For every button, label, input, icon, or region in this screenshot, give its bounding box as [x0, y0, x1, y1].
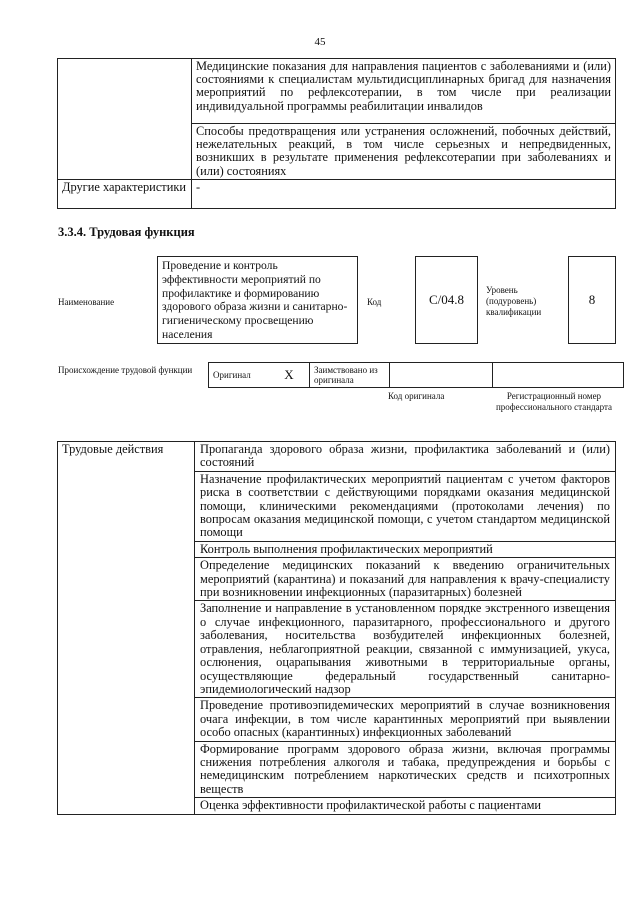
- origin-label: Происхождение трудовой функции: [58, 365, 193, 375]
- borrowed-label: Заимствовано из оригинала: [310, 363, 390, 388]
- table-cell-text: Медицинские показания для направления пациентов с заболеваниями и (или) состояниями к специалистам мультидисциплинарных бригад для назначения мероприятий по рефлексотерапии, в том числе при реализации индивидуальной программы реабилитации инвалидов: [192, 59, 616, 124]
- actions-label: Трудовые действия: [58, 442, 195, 815]
- origin-table: [208, 362, 624, 388]
- name-label: Наименование: [58, 297, 115, 307]
- original-label: Оригинал: [209, 363, 270, 388]
- function-code-box: C/04.8: [415, 256, 478, 344]
- table-cell-text: -: [192, 179, 616, 208]
- action-item: Оценка эффективности профилактической работы с пациентами: [195, 798, 616, 814]
- reg-number-caption: Регистрационный номер профессионального стандарта: [495, 391, 613, 412]
- requirements-table-continued: [57, 58, 616, 209]
- table-cell-text: Способы предотвращения или устранения осложнений, побочных действий, нежелательных реакций, в том числе серьезных и непредвиденных, возникших в результате применения рефлексотерапии при заболеваниях и (или) состояниях: [192, 124, 616, 180]
- action-item: Формирование программ здорового образа жизни, включая программы снижения потребления алкоголя и табака, предупреждения и борьбы с немедицинским потреблением наркотических средств и психотропных веществ: [195, 741, 616, 798]
- original-mark: X: [269, 363, 310, 388]
- section-title: 3.3.4. Трудовая функция: [58, 225, 195, 239]
- reg-number-cell: [493, 363, 624, 388]
- action-item: Назначение профилактических мероприятий пациентам с учетом факторов риска в соответствии с действующими порядками оказания медицинской помощи, клиническими рекомендациями (протоколами лечения) по вопросам оказания медицинской помощи, с учетом стандартом медицинской помощи: [195, 471, 616, 541]
- function-name-box: Проведение и контроль эффективности мероприятий по профилактике и формированию здорового образа жизни и санитарно-гигиеническому просвещению населения: [157, 256, 358, 344]
- row-label-other: Другие характеристики: [58, 179, 192, 208]
- code-label: Код: [367, 297, 382, 307]
- code-original-caption: Код оригинала: [388, 391, 445, 401]
- page-number: 45: [314, 36, 326, 48]
- code-original-cell: [390, 363, 493, 388]
- action-item: Определение медицинских показаний к введению ограничительных мероприятий (карантина) и показаний для направления к врачу-специалисту при возникновении инфекционных (паразитарных) болезней: [195, 558, 616, 601]
- action-item: Контроль выполнения профилактических мероприятий: [195, 541, 616, 557]
- action-item: Пропаганда здорового образа жизни, профилактика заболеваний и (или) состояний: [195, 442, 616, 472]
- action-item: Заполнение и направление в установленном порядке экстренного извещения о случае инфекционного, паразитарного, профессионального и другого заболевания, носительства возбудителей инфекционных болезней, отравления, неблагоприятной реакции, связанной с иммунизацией, укуса, ослюнения, оцарапывания животными в территориальные органы, осуществляющие федеральный государственный санитарно-эпидемиологический надзор: [195, 601, 616, 698]
- qualification-level-box: 8: [568, 256, 616, 344]
- action-item: Проведение противоэпидемических мероприятий в случае возникновения очага инфекции, в том числе карантинных мероприятий при выявлении особо опасных (карантинных) инфекционных заболеваний: [195, 698, 616, 741]
- row-label-empty: [58, 59, 192, 180]
- level-label: Уровень (подуровень) квалификации: [486, 285, 542, 317]
- labor-actions-table: [57, 441, 616, 815]
